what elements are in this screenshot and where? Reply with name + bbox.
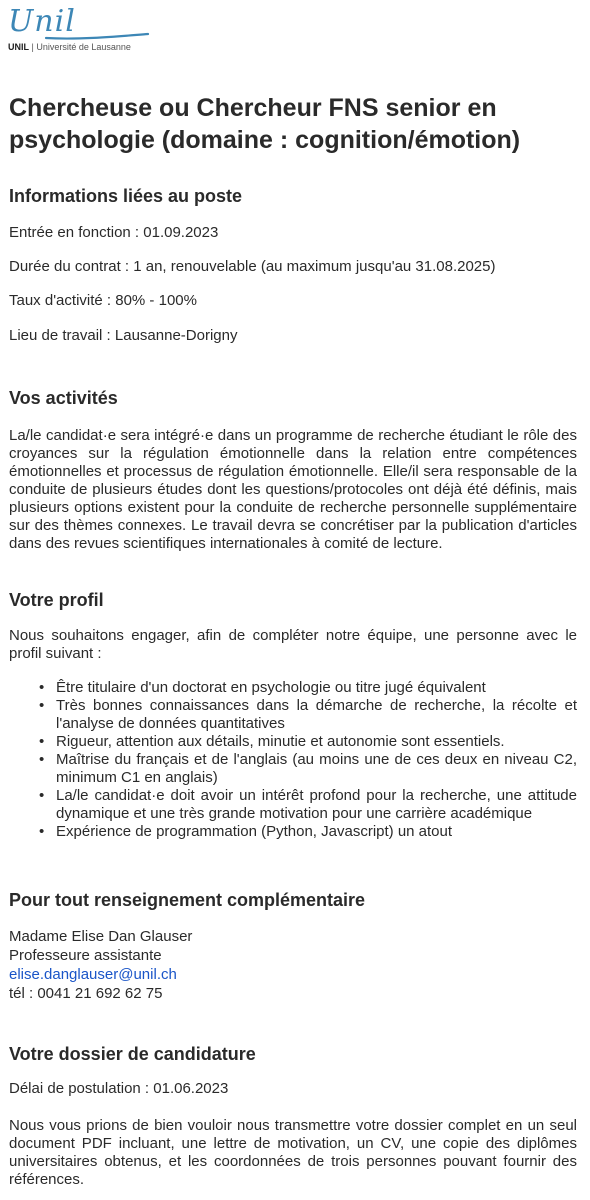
logo-swoosh-icon — [42, 10, 152, 44]
profile-item: • La/le candidat·e doit avoir un intérêt profond pour la recherche, une attitude dynamique et une très grande motivation pour une carrière académique — [56, 787, 577, 823]
page-title: Chercheuse ou Chercheur FNS senior en psychologie (domaine : cognition/émotion) — [9, 94, 521, 154]
application-heading: Votre dossier de candidature — [9, 1044, 256, 1064]
profile-item: • Très bonnes connaissances dans la démarche de recherche, la récolte et l'analyse de données quantitatives — [56, 697, 577, 733]
logo-script: Unil — [8, 4, 76, 39]
profile-intro: Nous souhaitons engager, afin de compléter notre équipe, une personne avec le profil suivant : — [9, 627, 577, 662]
contact-block — [9, 927, 192, 1003]
unil-logo — [8, 6, 188, 52]
activities-text: La/le candidat·e sera intégré·e dans un programme de recherche étudiant le rôle des croyances sur la régulation émotionnelle dans la relation entre compétences émotionnelles et processus de régulation émotionnelle. Elle/il sera responsable de la conduite de plusieurs études dont les questions/protocoles ont déjà été définis, mais plusieurs options existent pour la conduite de recherche personnelle supplémentaire sur des thèmes connexes. Le travail devra se concrétiser par la publication d'articles dans des revues scientifiques internationales à comité de lecture. — [9, 427, 577, 552]
contact-role: Professeure assistante — [9, 947, 162, 964]
profile-item: • Expérience de programmation (Python, Javascript) un atout — [56, 823, 577, 841]
application-deadline: Délai de postulation : 01.06.2023 — [9, 1080, 229, 1097]
contact-name: Madame Elise Dan Glauser — [9, 928, 193, 945]
activities-heading: Vos activités — [9, 388, 118, 408]
profile-list — [56, 679, 577, 841]
application-text: Nous vous prions de bien vouloir nous transmettre votre dossier complet en un seul document PDF incluant, une lettre de motivation, un CV, une copie des diplômes universitaires obtenus, et les coordonnées de trois personnes pouvant fournir des références. — [9, 1117, 577, 1188]
contact-heading: Pour tout renseignement complémentaire — [9, 890, 366, 910]
logo-subtitle: UNIL | Université de Lausanne — [8, 42, 131, 52]
start-date: Entrée en fonction : 01.09.2023 — [9, 224, 219, 241]
profile-item: • Maîtrise du français et de l'anglais (au moins une de ces deux en niveau C2, minimum C1 en anglais) — [56, 751, 577, 787]
profile-heading: Votre profil — [9, 590, 104, 610]
contact-email-link[interactable]: elise.danglauser@unil.ch — [9, 966, 177, 983]
profile-item: • Rigueur, attention aux détails, minutie et autonomie sont essentiels. — [56, 733, 577, 751]
activity-rate: Taux d'activité : 80% - 100% — [9, 292, 197, 309]
contract-duration: Durée du contrat : 1 an, renouvelable (au maximum jusqu'au 31.08.2025) — [9, 258, 496, 275]
work-place: Lieu de travail : Lausanne-Dorigny — [9, 327, 238, 344]
profile-item: • Être titulaire d'un doctorat en psychologie ou titre jugé équivalent — [56, 679, 577, 697]
info-heading: Informations liées au poste — [9, 186, 243, 206]
contact-phone: tél : 0041 21 692 62 75 — [9, 985, 163, 1002]
